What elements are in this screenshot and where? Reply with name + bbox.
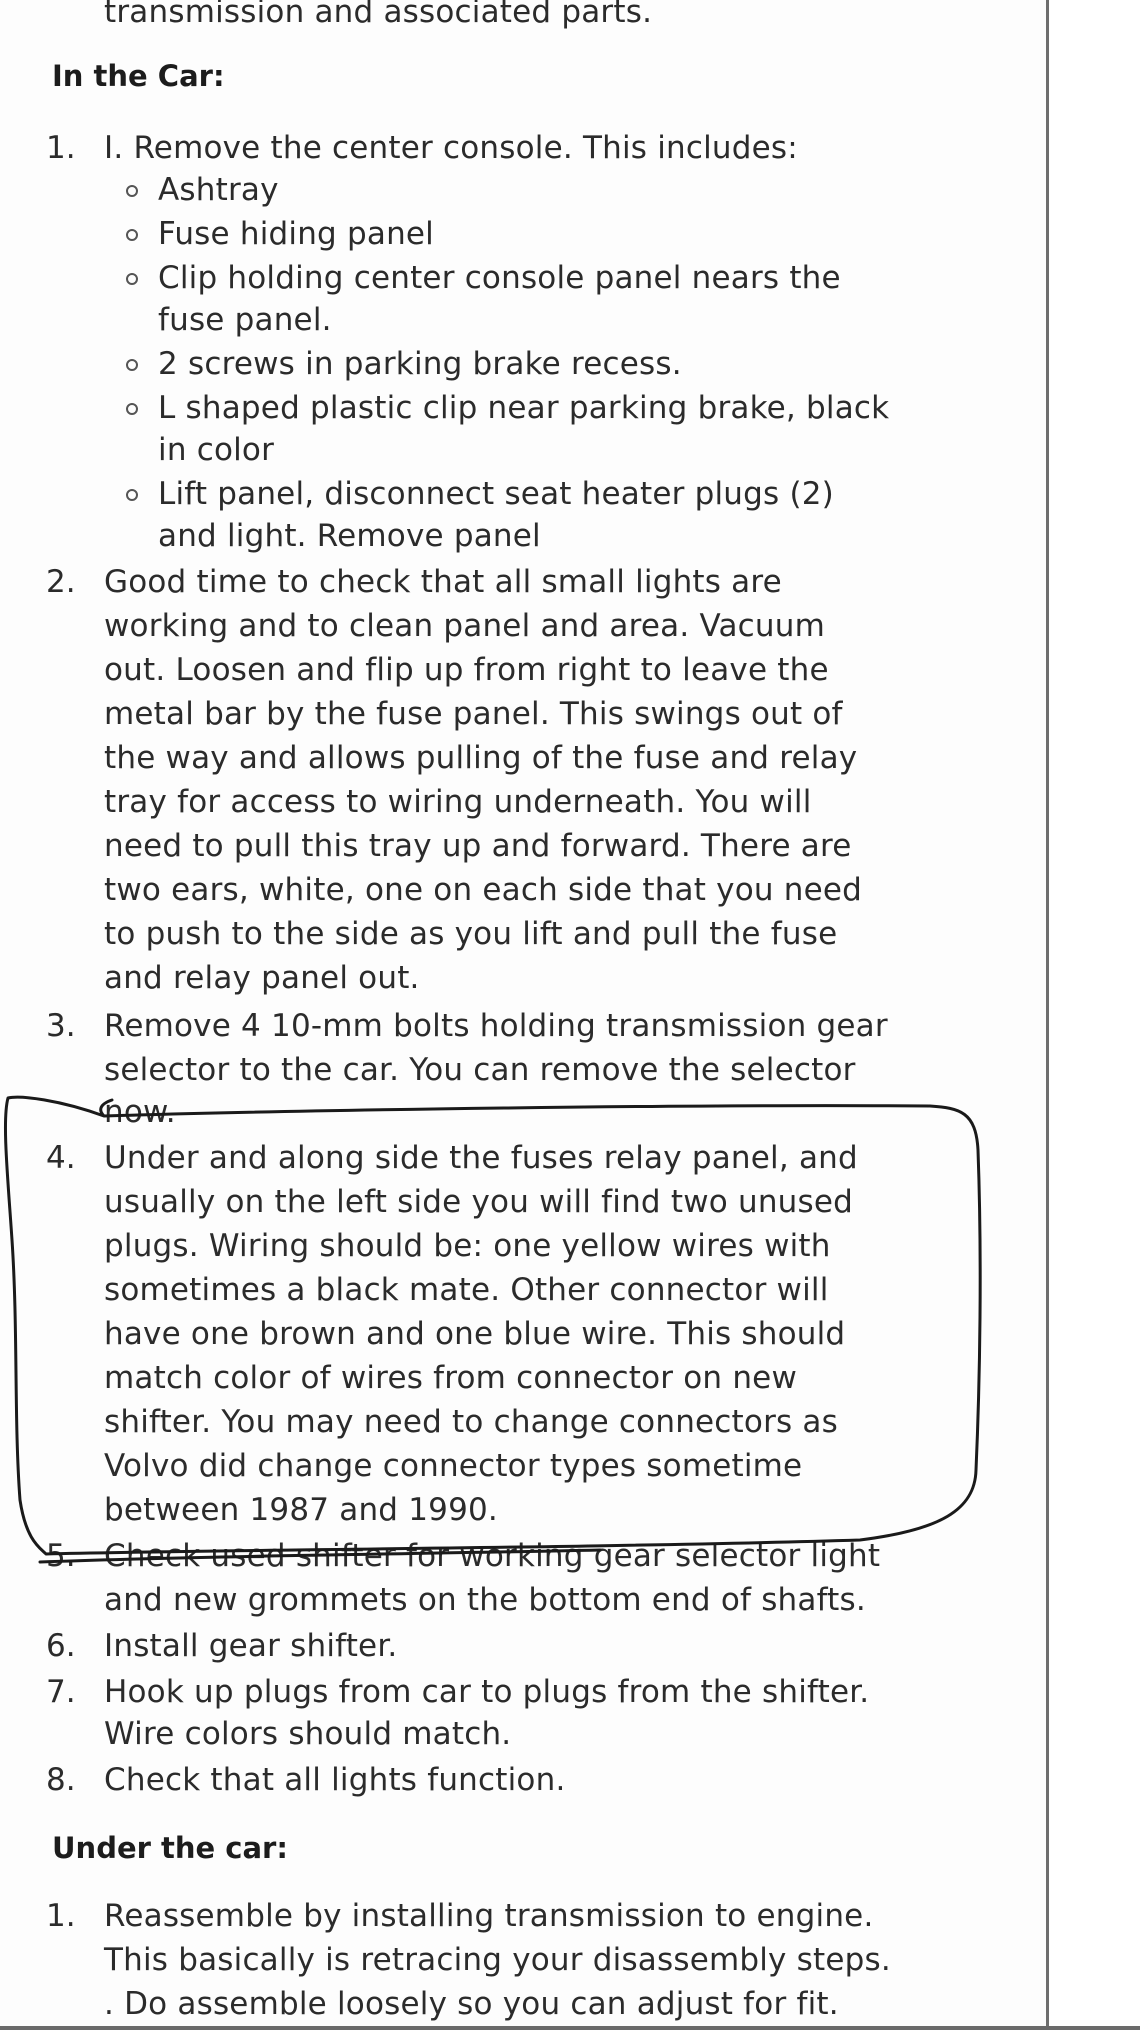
step-3-number: 3.: [46, 1008, 76, 1044]
under-step-1-line: Reassemble by installing transmission to engine.: [104, 1898, 874, 1934]
bottom-border: [0, 2026, 1140, 2030]
step-7-number: 7.: [46, 1674, 76, 1710]
step-4-number: 4.: [46, 1140, 76, 1176]
substep-1-5-line-2: in color: [158, 432, 275, 468]
step-2-line: tray for access to wiring underneath. You will: [104, 784, 812, 820]
step-3-line: now.: [104, 1094, 176, 1130]
step-2-line: out. Loosen and flip up from right to leave the: [104, 652, 829, 688]
step-5-line: Check used shifter for working gear selector light: [104, 1538, 881, 1574]
heading-under-the-car: Under the car:: [52, 1831, 288, 1865]
step-4-line: shifter. You may need to change connectors as: [104, 1404, 838, 1440]
bullet-icon: [126, 359, 138, 371]
step-7-line: Wire colors should match.: [104, 1716, 512, 1752]
step-2-line: and relay panel out.: [104, 960, 420, 996]
substep-1-3-line-1: Clip holding center console panel nears the: [158, 260, 841, 296]
substep-1-1: Ashtray: [158, 172, 279, 208]
step-6-line: Install gear shifter.: [104, 1628, 398, 1664]
step-4-line: usually on the left side you will find two unused: [104, 1184, 854, 1220]
bullet-icon: [126, 273, 138, 285]
substep-1-6-line-1: Lift panel, disconnect seat heater plugs (2): [158, 476, 834, 512]
under-step-1-line: This basically is retracing your disassembly steps.: [104, 1942, 891, 1978]
heading-in-the-car: In the Car:: [52, 59, 225, 93]
substep-1-2: Fuse hiding panel: [158, 216, 434, 252]
intro-text: transmission and associated parts.: [104, 0, 653, 30]
bullet-icon: [126, 229, 138, 241]
step-2-line: need to pull this tray up and forward. There are: [104, 828, 852, 864]
step-7-line: Hook up plugs from car to plugs from the shifter.: [104, 1674, 870, 1710]
step-4-line: have one brown and one blue wire. This should: [104, 1316, 846, 1352]
bullet-icon: [126, 489, 138, 501]
step-8-line: Check that all lights function.: [104, 1762, 566, 1798]
step-2-number: 2.: [46, 564, 76, 600]
step-5-number: 5.: [46, 1538, 76, 1574]
step-4-line: between 1987 and 1990.: [104, 1492, 498, 1528]
step-2-line: two ears, white, one on each side that you need: [104, 872, 863, 908]
step-1-text: I. Remove the center console. This includes:: [104, 130, 798, 166]
step-4-line: match color of wires from connector on new: [104, 1360, 798, 1396]
step-2-line: Good time to check that all small lights are: [104, 564, 782, 600]
step-2-line: to push to the side as you lift and pull the fuse: [104, 916, 838, 952]
step-5-line: and new grommets on the bottom end of shafts.: [104, 1582, 866, 1618]
substep-1-4: 2 screws in parking brake recess.: [158, 346, 682, 382]
step-2-line: metal bar by the fuse panel. This swings out of: [104, 696, 843, 732]
step-6-number: 6.: [46, 1628, 76, 1664]
under-step-1-number: 1.: [46, 1898, 76, 1934]
substep-1-5-line-1: L shaped plastic clip near parking brake, black: [158, 390, 890, 426]
step-4-line: Volvo did change connector types sometime: [104, 1448, 803, 1484]
step-2-line: working and to clean panel and area. Vacuum: [104, 608, 825, 644]
bullet-icon: [126, 403, 138, 415]
substep-1-3-line-2: fuse panel.: [158, 302, 332, 338]
step-1-number: 1.: [46, 130, 76, 166]
step-4-line: plugs. Wiring should be: one yellow wires with: [104, 1228, 831, 1264]
step-3-line: selector to the car. You can remove the selector: [104, 1052, 856, 1088]
bullet-icon: [126, 185, 138, 197]
step-4-line: Under and along side the fuses relay panel, and: [104, 1140, 858, 1176]
step-3-line: Remove 4 10-mm bolts holding transmission gear: [104, 1008, 888, 1044]
substep-1-6-line-2: and light. Remove panel: [158, 518, 541, 554]
step-2-line: the way and allows pulling of the fuse and relay: [104, 740, 858, 776]
step-4-line: sometimes a black mate. Other connector will: [104, 1272, 829, 1308]
step-8-number: 8.: [46, 1762, 76, 1798]
right-border: [1046, 0, 1049, 2030]
under-step-1-line: . Do assemble loosely so you can adjust for fit.: [104, 1986, 839, 2022]
